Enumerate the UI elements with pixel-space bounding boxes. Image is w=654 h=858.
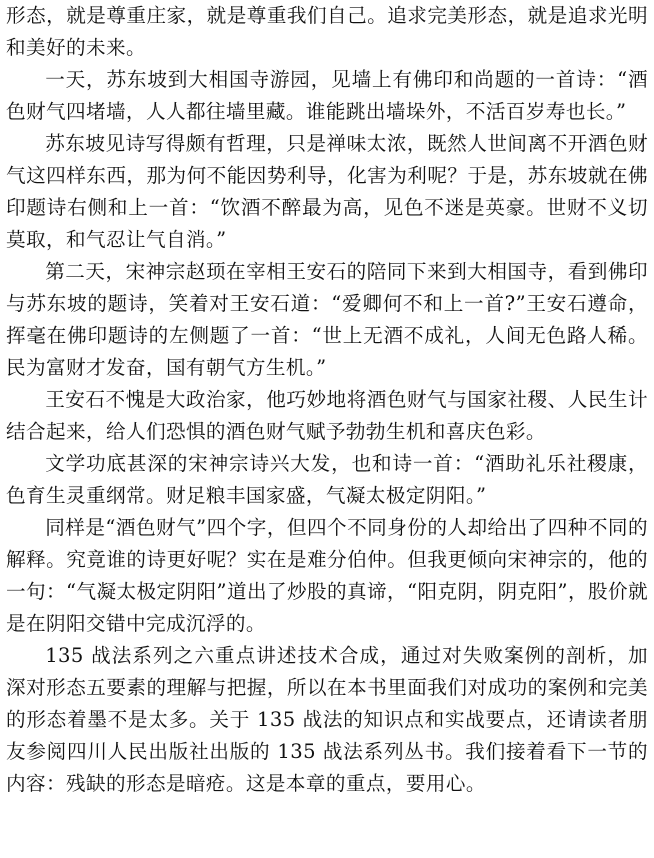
paragraph-3: 苏东坡见诗写得颇有哲理，只是禅味太浓，既然人世间离不开酒色财气这四样东西，那为何不能因势利导，化害为利呢？于是，苏东坡就在佛印题诗右侧和上一首：“饮酒不醉最为高，见色不迷是英豪。世财不义切莫取，和气忍让气自消。” [6, 132, 648, 251]
paragraph-7: 同样是“酒色财气”四个字，但四个不同身份的人却给出了四种不同的解释。究竟谁的诗更好呢？实在是难分伯仲。但我更倾向宋神宗的，他的一句：“气凝太极定阴阳”道出了炒股的真谛，“阳克阴，阴克阳”，股价就是在阴阳交错中完成沉浮的。 [6, 516, 648, 635]
paragraph-5: 王安石不愧是大政治家，他巧妙地将酒色财气与国家社稷、人民生计结合起来，给人们恐惧的酒色财气赋予勃勃生机和喜庆色彩。 [6, 388, 648, 443]
paragraph-1: 形态，就是尊重庄家，就是尊重我们自己。追求完美形态，就是追求光明和美好的未来。 [6, 4, 648, 59]
paragraph-2: 一天，苏东坡到大相国寺游园，见墙上有佛印和尚题的一首诗：“酒色财气四堵墙，人人都往墙里藏。谁能跳出墙垛外，不活百岁寿也长。” [6, 68, 648, 123]
paragraph-4: 第二天，宋神宗赵顼在宰相王安石的陪同下来到大相国寺，看到佛印与苏东坡的题诗，笑着对王安石道：“爱卿何不和上一首?”王安石遵命，挥毫在佛印题诗的左侧题了一首：“世上无酒不成礼，人间无色路人稀。民为富财才发奋，国有朝气方生机。” [6, 260, 648, 379]
paragraph-6: 文学功底甚深的宋神宗诗兴大发，也和诗一首：“酒助礼乐社稷康，色育生灵重纲常。财足粮丰国家盛，气凝太极定阴阳。” [6, 452, 648, 507]
paragraph-8: 135 战法系列之六重点讲述技术合成，通过对失败案例的剖析，加深对形态五要素的理解与把握，所以在本书里面我们对成功的案例和完美的形态着墨不是太多。关于 135 战法的知识点和实战要点，还请读者朋友参阅四川人民出版社出版的 135 战法系列丛书。我们接着看下一节的内容：残缺的形态是暗疮。这是本章的重点，要用心。 [6, 644, 648, 795]
